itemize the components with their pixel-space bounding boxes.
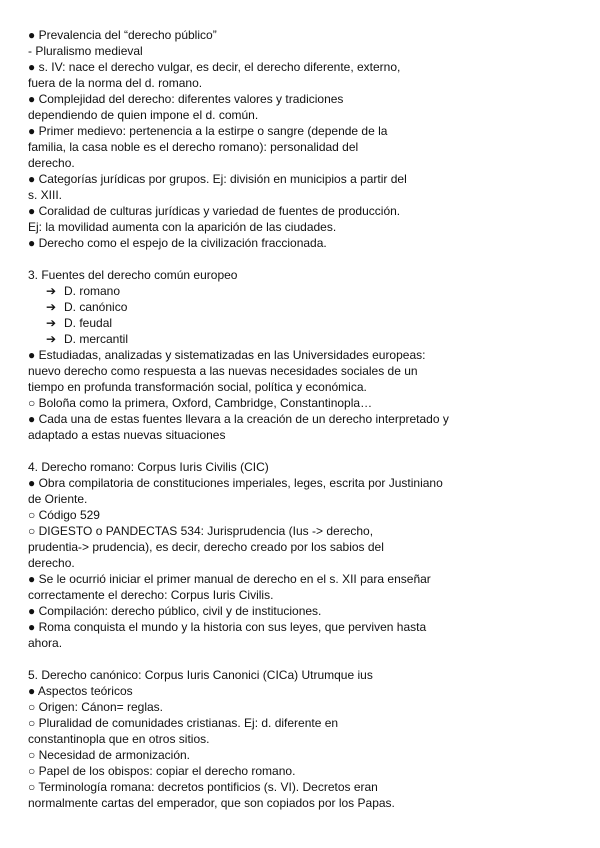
arrow-list-item bbox=[46, 315, 112, 331]
text-line: ○ Pluralidad de comunidades cristianas. Ej: d. diferente en bbox=[28, 716, 339, 730]
arrow-right-icon: ➔ bbox=[46, 300, 57, 314]
arrow-list-item bbox=[46, 283, 120, 299]
text-line: ● Complejidad del derecho: diferentes valores y tradiciones bbox=[28, 92, 344, 106]
arrow-list-label: D. mercantil bbox=[64, 332, 129, 346]
text-line: ● Categorías jurídicas por grupos. Ej: división en municipios a partir del bbox=[28, 172, 407, 186]
text-line: nuevo derecho como respuesta a las nuevas necesidades sociales de un bbox=[28, 364, 418, 378]
text-line: fuera de la norma del d. romano. bbox=[28, 76, 203, 90]
arrow-list-label: D. feudal bbox=[64, 316, 113, 330]
text-line: ● Aspectos teóricos bbox=[28, 684, 133, 698]
text-line: de Oriente. bbox=[28, 492, 88, 506]
text-line: ○ Boloña como la primera, Oxford, Cambridge, Constantinopla… bbox=[28, 396, 373, 410]
text-line: correctamente el derecho: Corpus Iuris Civilis. bbox=[28, 588, 274, 602]
text-line: ○ Origen: Cánon= reglas. bbox=[28, 700, 163, 714]
text-line: familia, la casa noble es el derecho romano): personalidad del bbox=[28, 140, 359, 154]
text-line: constantinopla que en otros sitios. bbox=[28, 732, 210, 746]
text-line: - Pluralismo medieval bbox=[28, 44, 143, 58]
text-line: prudentia-> prudencia), es decir, derecho creado por los sabios del bbox=[28, 540, 384, 554]
arrow-list-label: D. canónico bbox=[64, 300, 128, 314]
text-line: ● Coralidad de culturas jurídicas y variedad de fuentes de producción. bbox=[28, 204, 401, 218]
text-line: derecho. bbox=[28, 156, 75, 170]
text-line: ● Cada una de estas fuentes llevara a la creación de un derecho interpretado y bbox=[28, 412, 449, 426]
text-line: adaptado a estas nuevas situaciones bbox=[28, 428, 226, 442]
arrow-list-label: D. romano bbox=[64, 284, 121, 298]
text-line: ● Roma conquista el mundo y la historia con sus leyes, que perviven hasta bbox=[28, 620, 427, 634]
text-line: ○ Terminología romana: decretos pontificios (s. VI). Decretos eran bbox=[28, 780, 378, 794]
text-line: Ej: la movilidad aumenta con la aparición de las ciudades. bbox=[28, 220, 337, 234]
text-line: ● Obra compilatoria de constituciones imperiales, leges, escrita por Justiniano bbox=[28, 476, 443, 490]
section-heading: 5. Derecho canónico: Corpus Iuris Canonici (CICa) Utrumque ius bbox=[28, 668, 373, 682]
text-line: ● Prevalencia del “derecho público” bbox=[28, 28, 217, 42]
text-line: ○ Papel de los obispos: copiar el derecho romano. bbox=[28, 764, 296, 778]
text-line: ● s. IV: nace el derecho vulgar, es decir, el derecho diferente, externo, bbox=[28, 60, 401, 74]
arrow-right-icon: ➔ bbox=[46, 284, 57, 298]
text-line: ahora. bbox=[28, 636, 63, 650]
text-line: ○ DIGESTO o PANDECTAS 534: Jurisprudencia (Ius -> derecho, bbox=[28, 524, 374, 538]
text-line: derecho. bbox=[28, 556, 75, 570]
text-line: ○ Código 529 bbox=[28, 508, 100, 522]
text-line: dependiendo de quien impone el d. común. bbox=[28, 108, 259, 122]
text-line: tiempo en profunda transformación social, política y económica. bbox=[28, 380, 367, 394]
arrow-list-item bbox=[46, 331, 128, 347]
section-heading: 3. Fuentes del derecho común europeo bbox=[28, 268, 238, 282]
text-line: normalmente cartas del emperador, que son copiados por los Papas. bbox=[28, 796, 395, 810]
text-line: s. XIII. bbox=[28, 188, 63, 202]
text-line: ● Estudiadas, analizadas y sistematizadas en las Universidades europeas: bbox=[28, 348, 426, 362]
arrow-right-icon: ➔ bbox=[46, 316, 57, 330]
arrow-right-icon: ➔ bbox=[46, 332, 57, 346]
section-heading: 4. Derecho romano: Corpus Iuris Civilis (CIC) bbox=[28, 460, 269, 474]
text-line: ● Primer medievo: pertenencia a la estirpe o sangre (depende de la bbox=[28, 124, 388, 138]
text-line: ○ Necesidad de armonización. bbox=[28, 748, 190, 762]
text-line: ● Compilación: derecho público, civil y de instituciones. bbox=[28, 604, 322, 618]
text-line: ● Se le ocurrió iniciar el primer manual de derecho en el s. XII para enseñar bbox=[28, 572, 431, 586]
arrow-list-item bbox=[46, 299, 127, 315]
text-line: ● Derecho como el espejo de la civilización fraccionada. bbox=[28, 236, 327, 250]
